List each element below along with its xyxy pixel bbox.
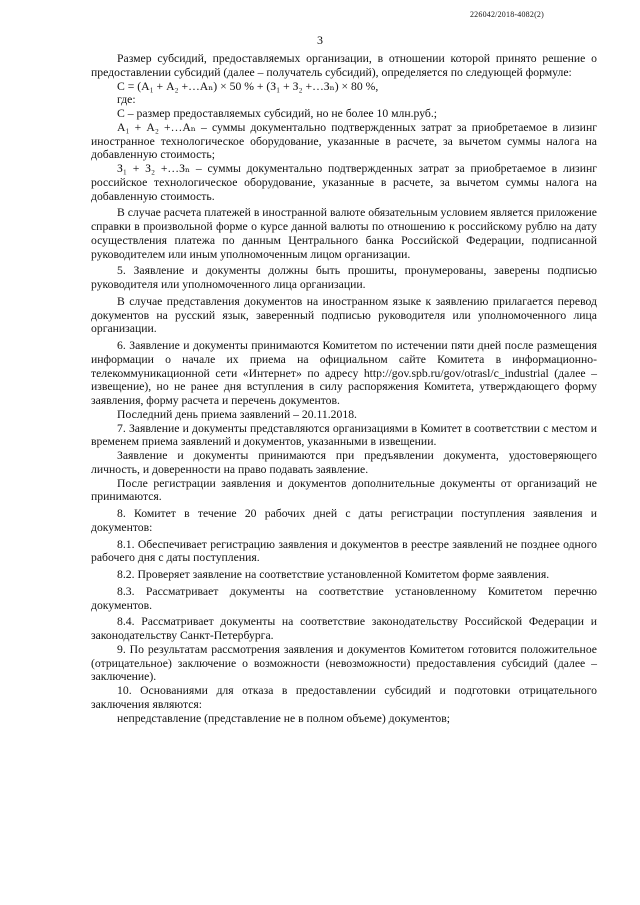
paragraph-after-registration: После регистрации заявления и документов дополнительные документы от организаций не принимаются. bbox=[91, 476, 597, 504]
paragraph-6: 6. Заявление и документы принимаются Комитетом по истечении пяти дней после размещения информации о начале их приема на официальном сайте Комитета в информационно-телекоммуникационной сети «Интернет» по адресу http://gov.spb.ru/gov/otrasl/c_industrial (далее – извещение), но не ранее дня вступления в силу распоряжения Комитета, утверждающего форму заявления, форму расчета и перечень документов. bbox=[91, 339, 597, 407]
paragraph-foreign-language: В случае представления документов на иностранном языке к заявлению прилагается перевод документов на русский язык, заверенный подписью руководителя или уполномоченного лица организации. bbox=[91, 294, 597, 336]
paragraph-formula: С = (А₁ + А₂ +…Аₙ) × 50 % + (З₁ + З₂ +…Зₙ) × 80 %, bbox=[117, 79, 379, 93]
document-number: 226042/2018-4082(2) bbox=[469, 10, 544, 19]
paragraph-last-day: Последний день приема заявлений – 20.11.2018. bbox=[117, 407, 357, 421]
paragraph-identity: Заявление и документы принимаются при предъявлении документа, удостоверяющего личность, и доверенности на право подавать заявление. bbox=[91, 449, 597, 476]
paragraph-8: 8. Комитет в течение 20 рабочих дней с даты регистрации поступления заявления и документов: bbox=[91, 507, 597, 534]
paragraph-7: 7. Заявление и документы представляются организациями в Комитет в соответствии с местом и временем приема заявлений и документов, указанными в извещении. bbox=[91, 421, 597, 449]
paragraph-z-definition: З₁ + З₂ +…Зₙ – суммы документально подтвержденных затрат за приобретаемое в лизинг российское технологическое оборудование, указанные в расчете, за вычетом суммы налога на добавленную стоимость. bbox=[91, 162, 597, 203]
paragraph-non-submission: непредставление (представление не в полном объеме) документов; bbox=[117, 711, 451, 725]
paragraph-5: 5. Заявление и документы должны быть прошиты, пронумерованы, заверены подписью руководителя или уполномоченного лица организации. bbox=[91, 264, 597, 291]
page-number: 3 bbox=[317, 33, 323, 47]
paragraph-9: 9. По результатам рассмотрения заявления и документов Комитетом готовится положительное (отрицательное) заключение о возможности (невозможности) предоставления субсидий (далее – заключение). bbox=[91, 642, 597, 684]
paragraph-8-2: 8.2. Проверяет заявление на соответствие установленной Комитетом форме заявления. bbox=[117, 568, 550, 581]
paragraph-foreign-currency: В случае расчета платежей в иностранной валюте обязательным условием является приложение справки в произвольной форме о курсе данной валюты по отношению к российскому рублю на дату осуществления платежа по данным Центрального банка Российской Федерации, подписанной руководителем или иным уполномоченным лицом организации. bbox=[91, 206, 597, 261]
paragraph-where: где: bbox=[117, 93, 136, 107]
paragraph-a-definition: А₁ + А₂ +…Аₙ – суммы документально подтвержденных затрат за приобретаемое в лизинг иностранное технологическое оборудование, указанные в расчете, за вычетом суммы налога на добавленную стоимость; bbox=[91, 120, 597, 162]
document-body bbox=[91, 52, 597, 725]
paragraph-8-3: 8.3. Рассматривает документы на соответствие установленному Комитетом перечню документов. bbox=[91, 584, 597, 612]
paragraph-8-4: 8.4. Рассматривает документы на соответствие законодательству Российской Федерации и законодательству Санкт-Петербурга. bbox=[91, 615, 597, 642]
paragraph-8-1: 8.1. Обеспечивает регистрацию заявления и документов в реестре заявлений не позднее одного рабочего дня с даты поступления. bbox=[91, 537, 597, 565]
paragraph-c-definition: С – размер предоставляемых субсидий, но не более 10 млн.руб.; bbox=[117, 107, 437, 120]
paragraph-10: 10. Основаниями для отказа в предоставлении субсидий и подготовки отрицательного заключения являются: bbox=[91, 684, 597, 711]
paragraph-subsidy-size: Размер субсидий, предоставляемых организации, в отношении которой принято решение о предоставлении субсидий (далее – получатель субсидий), определяется по следующей формуле: bbox=[91, 52, 597, 79]
